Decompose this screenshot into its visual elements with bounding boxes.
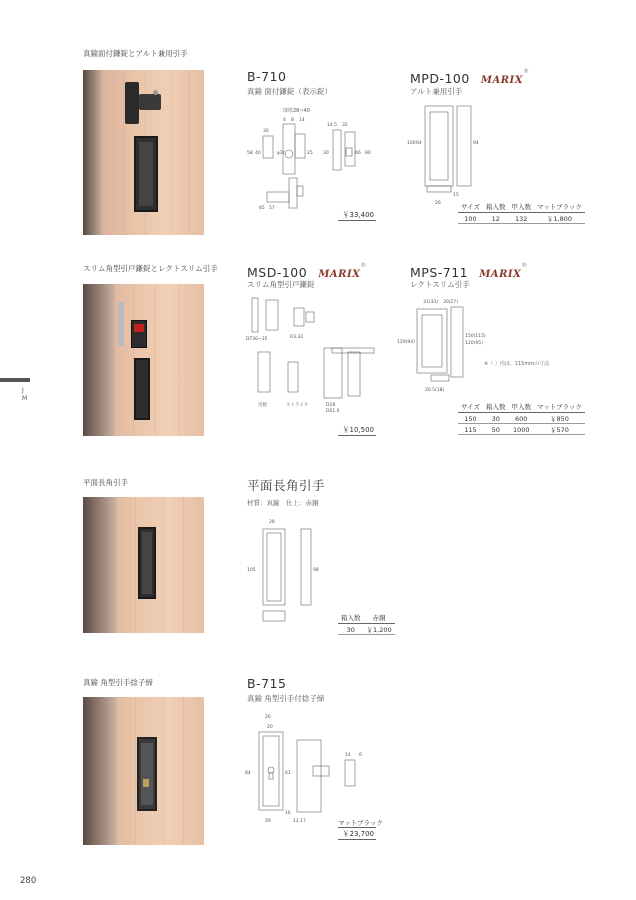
mps711-subtitle: レクトスリム引手 [410, 280, 470, 289]
mpd100-model: MPD-100 [410, 71, 470, 86]
table-header: 甲入数 [508, 202, 534, 213]
b710-dim-l: 66 [355, 151, 361, 156]
b715-dim-e: 29 [265, 819, 271, 824]
table-cell: 132 [508, 213, 534, 224]
b710-dim-a: 4 [283, 118, 286, 123]
table-cell: 50 [483, 424, 509, 435]
b710-dim-k: 30 [323, 151, 329, 156]
mpd-dim-a: 100 [407, 141, 416, 146]
table-cell: 100 [458, 213, 483, 224]
table-row [338, 624, 395, 635]
b715-dim-i: 6 [359, 753, 362, 758]
msd-dim-c: ストライク [286, 403, 309, 408]
mpd-dim-e: 15 [453, 193, 459, 198]
b710-price: ￥33,400 [338, 210, 376, 221]
msd-dim-e: D18 [326, 403, 336, 408]
b715-subtitle: 真鍮 角型引手付捻子締 [247, 694, 325, 703]
msd100-model: MSD-100 [247, 265, 308, 280]
b715-dim-b: 20 [267, 725, 273, 730]
mps711-brand: MARIX [479, 269, 522, 280]
mpd100-subtitle: アルト兼用引手 [410, 87, 463, 96]
mps711-drawing [395, 295, 505, 395]
msd100-subtitle: スリム角型引戸鎌錠 [247, 280, 315, 289]
table-header: 箱入数 [483, 202, 509, 213]
mpd-dim-d: 26 [435, 201, 441, 206]
table-header: マットブラック [534, 202, 585, 213]
b710-dim-n: 85 [259, 206, 265, 211]
table-header: 箱入数 [338, 613, 364, 624]
b710-dim-e: 58 [247, 151, 253, 156]
section-title-3: 平面長角引手 [83, 478, 128, 487]
table-header: マットブラック [534, 402, 585, 413]
b715-dim-h: 14 [345, 753, 351, 758]
section-title-1: 真鍮面付鎌錠とアルト兼用引手 [83, 49, 188, 58]
side-tab-letter-2: M [22, 395, 28, 402]
table-row [458, 424, 585, 435]
b715-dim-d: 61 [285, 771, 291, 776]
table-cell: 600 [508, 413, 534, 424]
mps-dim-f: 20.5(18) [425, 388, 445, 393]
flat-pull-material: 材質：真鍮 仕上：赤銅 [247, 499, 319, 507]
b710-dim-o: 57 [269, 206, 275, 211]
b715-dim-g: 12.17 [293, 819, 306, 824]
b710-dim-i: 14.5 [327, 123, 338, 128]
table-header: サイズ [458, 402, 483, 413]
msd-dim-f: DS1.0 [326, 409, 340, 414]
mpd100-drawing [405, 100, 505, 210]
mps-dim-a: 31(33) [423, 300, 438, 305]
photo-b715 [83, 697, 204, 845]
registered-mark-icon: ® [523, 68, 529, 75]
table-header: 箱入数 [483, 402, 509, 413]
photo-b710 [83, 70, 204, 235]
b715-dim-a: 26 [265, 715, 271, 720]
flat-dim-a: 28 [269, 520, 275, 525]
table-cell: 30 [338, 624, 364, 635]
table-cell: ￥1,800 [534, 213, 585, 224]
b715-drawing [245, 710, 383, 828]
mpd100-brand: MARIX [480, 75, 523, 86]
msd100-drawing [244, 292, 384, 424]
mps-dim-c: 129(94) [397, 340, 415, 345]
flat-dim-c: 98 [313, 568, 319, 573]
section-title-2: スリム角型引戸鎌錠とレクトスリム引手 [83, 264, 218, 273]
flat-pull-spec-table [338, 613, 395, 635]
b715-dim-f: 16 [285, 811, 291, 816]
mpd100-heading [410, 68, 529, 87]
b710-dim-m: 80 [365, 151, 371, 156]
msd100-price: ￥10,500 [338, 425, 376, 436]
mps711-note: ※（ ）内は、115mmの寸法 [484, 361, 550, 367]
msd-dim-b: R3.32 [290, 335, 304, 340]
side-tab-letter-1: J [22, 387, 24, 394]
table-header: 甲入数 [508, 402, 534, 413]
b710-subtitle: 真鍮 面付鎌錠（表示錠） [247, 87, 332, 96]
b710-dim-b: 8 [291, 118, 294, 123]
table-row [458, 413, 585, 424]
table-header: サイズ [458, 202, 483, 213]
msd-dim-d: 受板 [258, 403, 267, 408]
registered-mark-icon: ® [521, 262, 528, 269]
table-cell: 115 [458, 424, 483, 435]
b715-dim-c: 84 [245, 771, 251, 776]
b710-dim-h: 25 [307, 151, 313, 156]
table-cell: 150 [458, 413, 483, 424]
mps-dim-b: 30(27) [443, 300, 458, 305]
mps-dim-e: 120(95) [465, 341, 483, 346]
mpd-dim-b: 64 [416, 141, 422, 146]
flat-dim-b: 105 [247, 568, 256, 573]
b710-model: B-710 [247, 69, 287, 84]
b710-dim-c: 14 [299, 118, 305, 123]
flat-pull-title: 平面長角引手 [247, 478, 326, 493]
table-cell: ￥850 [534, 413, 585, 424]
table-cell: ￥570 [534, 424, 585, 435]
photo-msd100 [83, 284, 204, 436]
b710-dim-g: φ32 [277, 150, 285, 155]
b710-dim-top: 扉厚28~40 [283, 108, 310, 114]
table-cell: 1000 [508, 424, 534, 435]
mps-dim-d: 150(115) [465, 334, 486, 339]
photo-flat-pull [83, 497, 204, 633]
table-cell: 12 [483, 213, 509, 224]
table-header: 赤銅 [364, 613, 395, 624]
table-row [458, 213, 585, 224]
table-cell: ￥1,200 [364, 624, 395, 635]
mpd100-spec-table [458, 202, 585, 224]
b715-price: ￥23,700 [338, 829, 376, 840]
page-number: 280 [20, 876, 37, 886]
b715-model: B-715 [247, 676, 287, 691]
flat-pull-drawing [245, 515, 345, 627]
mps711-model: MPS-711 [410, 265, 469, 280]
mpd-dim-c: 94 [473, 141, 479, 146]
b710-dim-j: 32 [342, 123, 348, 128]
b710-dim-d: 30 [263, 129, 269, 134]
side-index-tab [0, 378, 30, 382]
msd100-brand: MARIX [318, 269, 361, 280]
msd-dim-a: DT30~35 [246, 337, 268, 342]
registered-mark-icon: ® [360, 262, 367, 269]
mps711-spec-table [458, 402, 585, 435]
section-title-4: 真鍮 角型引手捻子締 [83, 678, 153, 687]
b710-dim-f: 40 [255, 151, 261, 156]
table-cell: 30 [483, 413, 509, 424]
b710-drawing [245, 104, 380, 216]
b715-finish-label: マットブラック [338, 819, 383, 827]
